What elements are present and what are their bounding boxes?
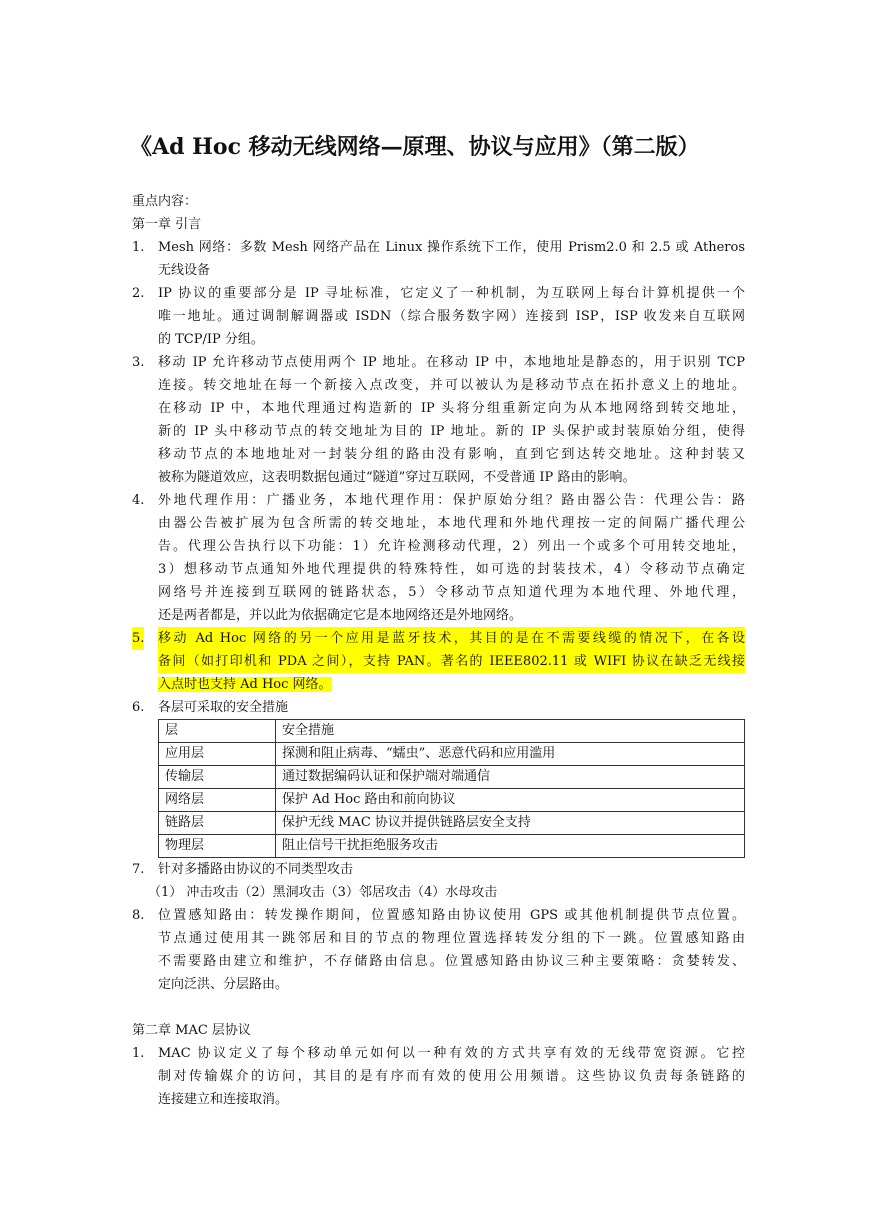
list-line: 入点时也支持 Ad Hoc 网络。 [158, 677, 332, 692]
table-row [159, 789, 745, 812]
list-line: 定向泛洪、分层路由。 [158, 977, 289, 992]
security-table [158, 719, 745, 858]
table-cell: 应用层 [159, 743, 276, 766]
table-cell: 保护无线 MAC 协议并提供链路层安全支持 [276, 812, 745, 835]
list-number: 3. [132, 355, 145, 370]
chapter-2-heading: 第二章 MAC 层协议 [132, 1023, 251, 1038]
table-header-cell: 层 [159, 720, 276, 743]
table-cell: 链路层 [159, 812, 276, 835]
attack-types-line: （1） 冲击攻击（2）黑洞攻击（3）邻居攻击（4）水母攻击 [148, 885, 498, 900]
list-line: 制对传输媒介的访问，其目的是有序而有效的使用公用频谱。这些协议负责每条链路的 [158, 1069, 745, 1084]
document-title: 《Ad Hoc 移动无线网络—原理、协议与应用》（第二版） [130, 134, 700, 160]
list-number: 1. [132, 1046, 145, 1061]
list-item [132, 236, 745, 282]
blank-line [132, 996, 745, 1019]
list-item [132, 858, 745, 881]
list-line: 移动节点的本地地址对一封装分组的路由没有影响，直到它到达转交地址。这种封装又 [158, 447, 745, 462]
table-header-row [159, 720, 745, 743]
list-line: 备间（如打印机和 PDA 之间），支持 PAN。著名的 IEEE802.11 或 WIFI 协议在缺乏无线接 [158, 650, 745, 673]
table-header-cell: 安全措施 [276, 720, 745, 743]
list-number: 4. [132, 493, 145, 508]
table-cell: 物理层 [159, 835, 276, 858]
list-line: 连接。转交地址在每一个新接入点改变，并可以被认为是移动节点在拓扑意义上的地址。 [158, 378, 745, 393]
list-line: 移动 IP 允许移动节点使用两个 IP 地址。在移动 IP 中，本地地址是静态的，用于识别 TCP [158, 355, 745, 370]
list-line: 位置感知路由：转发操作期间，位置感知路由协议使用 GPS 或其他机制提供节点位置。 [158, 908, 745, 923]
table-row [159, 835, 745, 858]
list-line: 告。代理公告执行以下功能：1）允许检测移动代理，2）列出一个或多个可用转交地址， [158, 539, 745, 554]
list-number: 6. [132, 700, 145, 715]
highlighted-list-item [132, 627, 745, 696]
list-item [132, 1042, 745, 1111]
list-line: 的 TCP/IP 分组。 [158, 332, 264, 347]
table-row [159, 743, 745, 766]
table-row [159, 766, 745, 789]
list-line: 连接建立和连接取消。 [158, 1092, 289, 1107]
list-item [132, 696, 745, 858]
list-number: 1. [132, 240, 145, 255]
list-line: Mesh 网络：多数 Mesh 网络产品在 Linux 操作系统下工作，使用 Prism2.0 和 2.5 或 Atheros [158, 240, 745, 255]
list-line: 唯一地址。通过调制解调器或 ISDN（综合服务数字网）连接到 ISP，ISP 收发来自互联网 [158, 309, 745, 324]
document-body [132, 190, 745, 1111]
key-content-label: 重点内容： [132, 194, 198, 209]
list-number: 7. [132, 862, 145, 877]
list-line: MAC 协议定义了每个移动单元如何以一种有效的方式共享有效的无线带宽资源。它控 [158, 1046, 745, 1061]
list-number: 5. [132, 627, 144, 650]
list-number: 2. [132, 286, 145, 301]
list-item [132, 282, 745, 351]
list-line: 针对多播路由协议的不同类型攻击 [158, 862, 354, 877]
list-line: 新的 IP 头中移动节点的转交地址为目的 IP 地址。新的 IP 头保护或封装原始分组，使得 [158, 424, 745, 439]
list-line: 各层可采取的安全措施 [158, 700, 289, 715]
table-cell: 阻止信号干扰拒绝服务攻击 [276, 835, 745, 858]
table-cell: 网络层 [159, 789, 276, 812]
list-line: IP 协议的重要部分是 IP 寻址标准，它定义了一种机制，为互联网上每台计算机提供一个 [158, 286, 745, 301]
list-line: 由器公告被扩展为包含所需的转交地址，本地代理和外地代理按一定的间隔广播代理公 [158, 516, 745, 531]
list-line: 在移动 IP 中，本地代理通过构造新的 IP 头将分组重新定向为从本地网络到转交地址， [158, 401, 745, 416]
list-line: 移动 Ad Hoc 网络的另一个应用是蓝牙技术，其目的是在不需要线缆的情况下，在各设 [158, 627, 745, 650]
list-line-wrap [158, 673, 745, 696]
list-item [132, 351, 745, 489]
list-line: 无线设备 [158, 263, 211, 278]
list-line: 还是两者都是，并以此为依据确定它是本地网络还是外地网络。 [158, 608, 523, 623]
table-cell: 通过数据编码认证和保护端对端通信 [276, 766, 745, 789]
list-line: 被称为隧道效应，这表明数据包通过“隧道”穿过互联网，不受普通 IP 路由的影响。 [158, 470, 636, 485]
table-cell: 传输层 [159, 766, 276, 789]
list-line: 不需要路由建立和维护，不存储路由信息。位置感知路由协议三种主要策略：贪婪转发、 [158, 954, 745, 969]
list-item [132, 489, 745, 627]
list-item [132, 904, 745, 996]
table-cell: 探测和阻止病毒、“蠕虫”、恶意代码和应用滥用 [276, 743, 745, 766]
chapter-1-heading: 第一章 引言 [132, 217, 202, 232]
list-line: 外地代理作用：广播业务，本地代理作用：保护原始分组？路由器公告：代理公告：路 [158, 493, 745, 508]
table-row [159, 812, 745, 835]
list-line: 3）想移动节点通知外地代理提供的特殊特性，如可选的封装技术，4）令移动节点确定 [158, 562, 745, 577]
list-number: 8. [132, 908, 145, 923]
list-line: 网络号并连接到互联网的链路状态，5）令移动节点知道代理为本地代理、外地代理， [158, 585, 745, 600]
list-line: 节点通过使用其一跳邻居和目的节点的物理位置选择转发分组的下一跳。位置感知路由 [158, 931, 745, 946]
table-cell: 保护 Ad Hoc 路由和前向协议 [276, 789, 745, 812]
